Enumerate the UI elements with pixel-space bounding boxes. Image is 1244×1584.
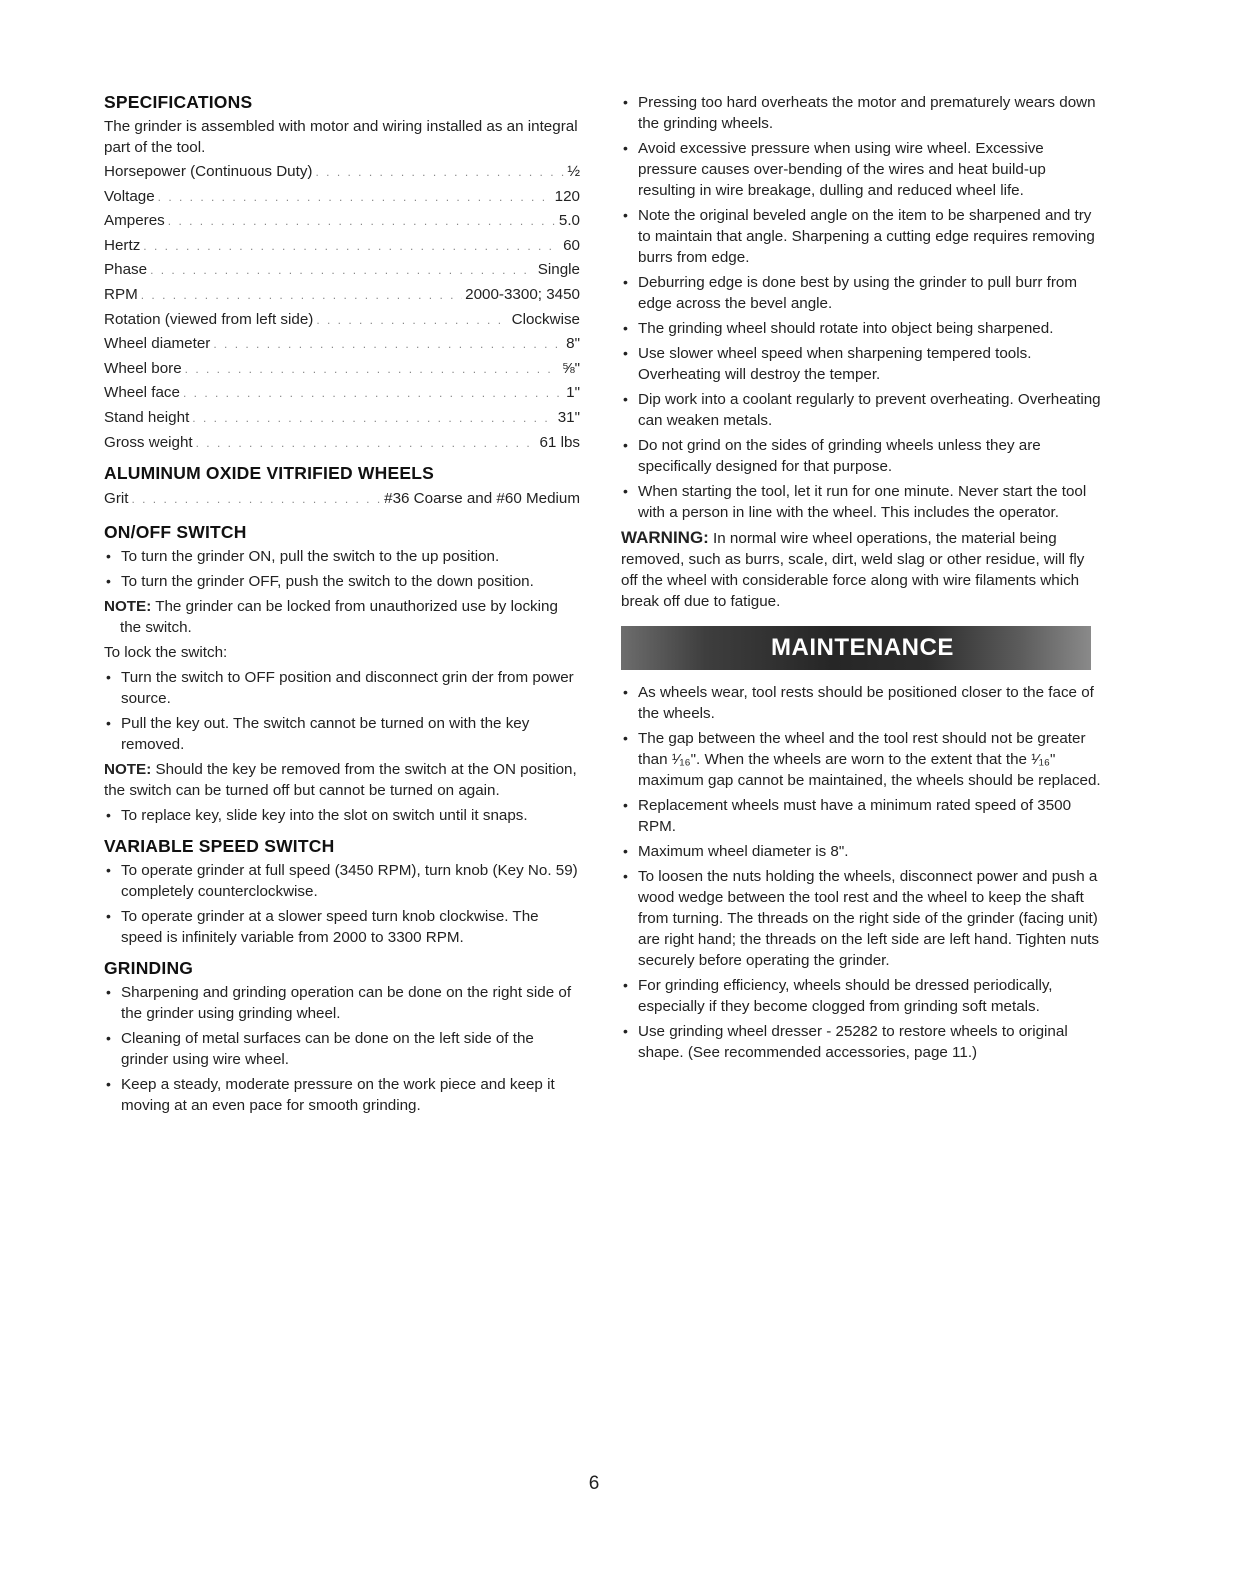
onoff-heading: ON/OFF SWITCH: [104, 521, 247, 542]
spec-row-rpm: RPM . . . 2000-3300; 3450: [104, 283, 580, 308]
note-key: NOTE: Should the key be removed from the switch at the ON position, the switch can be turned off but cannot be turned on again.: [104, 760, 577, 799]
list-item: • Sharpening and grinding operation can be done on the right side of the grinder using grinding wheel.: [104, 982, 580, 1024]
aluminum-heading: ALUMINUM OXIDE VITRIFIED WHEELS: [104, 463, 434, 484]
spec-row-grit: Grit . . . #36 Coarse and #60 Medium: [104, 487, 580, 512]
spec-row-rotation: Rotation (viewed from left side) . . . Clockwise: [104, 308, 580, 333]
maintenance-title: MAINTENANCE: [771, 634, 954, 661]
onoff-bullets: [104, 546, 580, 592]
spec-row-wheel-bore: Wheel bore . . . ⅝": [104, 357, 580, 382]
list-item: • Replacement wheels must have a minimum rated speed of 3500 RPM.: [621, 795, 1105, 837]
spec-row-wheel-face: Wheel face . . . 1": [104, 381, 580, 406]
grinding-tips-bullets: [621, 92, 1105, 523]
specifications-intro: The grinder is assembled with motor and wiring installed as an integral part of the tool.: [104, 118, 578, 156]
variable-speed-section: [104, 836, 580, 948]
maintenance-banner: [621, 626, 1091, 670]
list-item: • The grinding wheel should rotate into object being sharpened.: [621, 318, 1105, 339]
variable-speed-bullets: [104, 860, 580, 948]
list-item: • Deburring edge is done best by using the grinder to pull burr from edge across the bevel angle.: [621, 272, 1105, 314]
aluminum-section: [104, 463, 580, 512]
lock-bullets: [104, 667, 580, 755]
spec-row-phase: Phase . . . Single: [104, 258, 580, 283]
list-item: • Do not grind on the sides of grinding wheels unless they are specifically designed for that purpose.: [621, 435, 1105, 477]
maintenance-bullets: [621, 682, 1105, 1063]
list-item: • Note the original beveled angle on the item to be sharpened and try to maintain that angle. Sharpening a cutting edge requires removing burrs from edge.: [621, 205, 1105, 268]
note-lock: NOTE: The grinder can be locked from unauthorized use by locking the switch.: [104, 597, 558, 636]
spec-row-hertz: Hertz . . . 60: [104, 234, 580, 259]
spec-list: [104, 160, 580, 455]
list-item: • Cleaning of metal surfaces can be done on the left side of the grinder using wire wheel.: [104, 1028, 580, 1070]
list-item: • To replace key, slide key into the slot on switch until it snaps.: [104, 805, 580, 826]
list-item: • To operate grinder at a slower speed turn knob clockwise. The speed is infinitely variable from 2000 to 3300 RPM.: [104, 906, 580, 948]
grinding-heading: GRINDING: [104, 957, 194, 978]
list-item: • Use grinding wheel dresser - 25282 to restore wheels to original shape. (See recommended accessories, page 11.): [621, 1021, 1105, 1063]
specifications-heading: SPECIFICATIONS: [104, 92, 253, 112]
onoff-section: [104, 522, 580, 826]
list-item: • Dip work into a coolant regularly to prevent overheating. Overheating can weaken metals.: [621, 389, 1105, 431]
warning-label: WARNING:: [621, 528, 709, 547]
list-item: • Pressing too hard overheats the motor and prematurely wears down the grinding wheels.: [621, 92, 1105, 134]
spec-row-stand-height: Stand height . . . 31": [104, 406, 580, 431]
specifications-section: [104, 92, 580, 455]
list-item: • To turn the grinder ON, pull the switch to the up position.: [104, 546, 580, 567]
replace-bullets: [104, 805, 580, 826]
spec-row-voltage: Voltage . . . 120: [104, 185, 580, 210]
left-column: [104, 92, 580, 1120]
spec-row-wheel-diameter: Wheel diameter . . . 8": [104, 332, 580, 357]
list-item: • Turn the switch to OFF position and disconnect grin der from power source.: [104, 667, 580, 709]
list-item: • Keep a steady, moderate pressure on the work piece and keep it moving at an even pace for smooth grinding.: [104, 1074, 580, 1116]
spec-row-horsepower: Horsepower (Continuous Duty) . . . ½: [104, 160, 580, 185]
spec-row-gross-weight: Gross weight . . . 61 lbs: [104, 431, 580, 456]
list-item: • Pull the key out. The switch cannot be turned on with the key removed.: [104, 713, 580, 755]
spec-row-amperes: Amperes . . . 5.0: [104, 209, 580, 234]
list-item: • When starting the tool, let it run for one minute. Never start the tool with a person in line with the wheel. This includes the operator.: [621, 481, 1105, 523]
grinding-section: [104, 958, 580, 1116]
list-item: • As wheels wear, tool rests should be positioned closer to the face of the wheels.: [621, 682, 1105, 724]
list-item: • Maximum wheel diameter is 8".: [621, 841, 1105, 862]
list-item: • Use slower wheel speed when sharpening tempered tools. Overheating will destroy the temper.: [621, 343, 1105, 385]
list-item: • The gap between the wheel and the tool rest should not be greater than ¹⁄₁₆". When the wheels are worn to the extent that the ¹⁄₁₆" maximum gap cannot be maintained, the wheels should be replaced.: [621, 728, 1105, 791]
right-column: [621, 92, 1105, 1067]
grinding-bullets: [104, 982, 580, 1116]
list-item: • Avoid excessive pressure when using wire wheel. Excessive pressure causes over-bending of the wires and heat build-up resulting in wire breakage, dulling and reduced wheel life.: [621, 138, 1105, 201]
list-item: • To loosen the nuts holding the wheels, disconnect power and push a wood wedge between the tool rest and the wheel to keep the shaft from turning. The threads on the right side of the grinder (facing unit) are right hand; the threads on the left side are left hand. Tighten nuts securely before operating the grinder.: [621, 866, 1105, 971]
page-number: 6: [588, 1473, 600, 1494]
list-item: • For grinding efficiency, wheels should be dressed periodically, especially if they become clogged from grinding soft metals.: [621, 975, 1105, 1017]
warning-paragraph: WARNING: In normal wire wheel operations, the material being removed, such as burrs, scale, dirt, weld slag or other residue, will fly off the wheel with considerable force along with wire filaments which break off due to fatigue.: [621, 528, 1085, 610]
list-item: • To turn the grinder OFF, push the switch to the down position.: [104, 571, 580, 592]
variable-speed-heading: VARIABLE SPEED SWITCH: [104, 835, 335, 856]
list-item: • To operate grinder at full speed (3450 RPM), turn knob (Key No. 59) completely counterclockwise.: [104, 860, 580, 902]
lock-intro: To lock the switch:: [104, 643, 228, 661]
